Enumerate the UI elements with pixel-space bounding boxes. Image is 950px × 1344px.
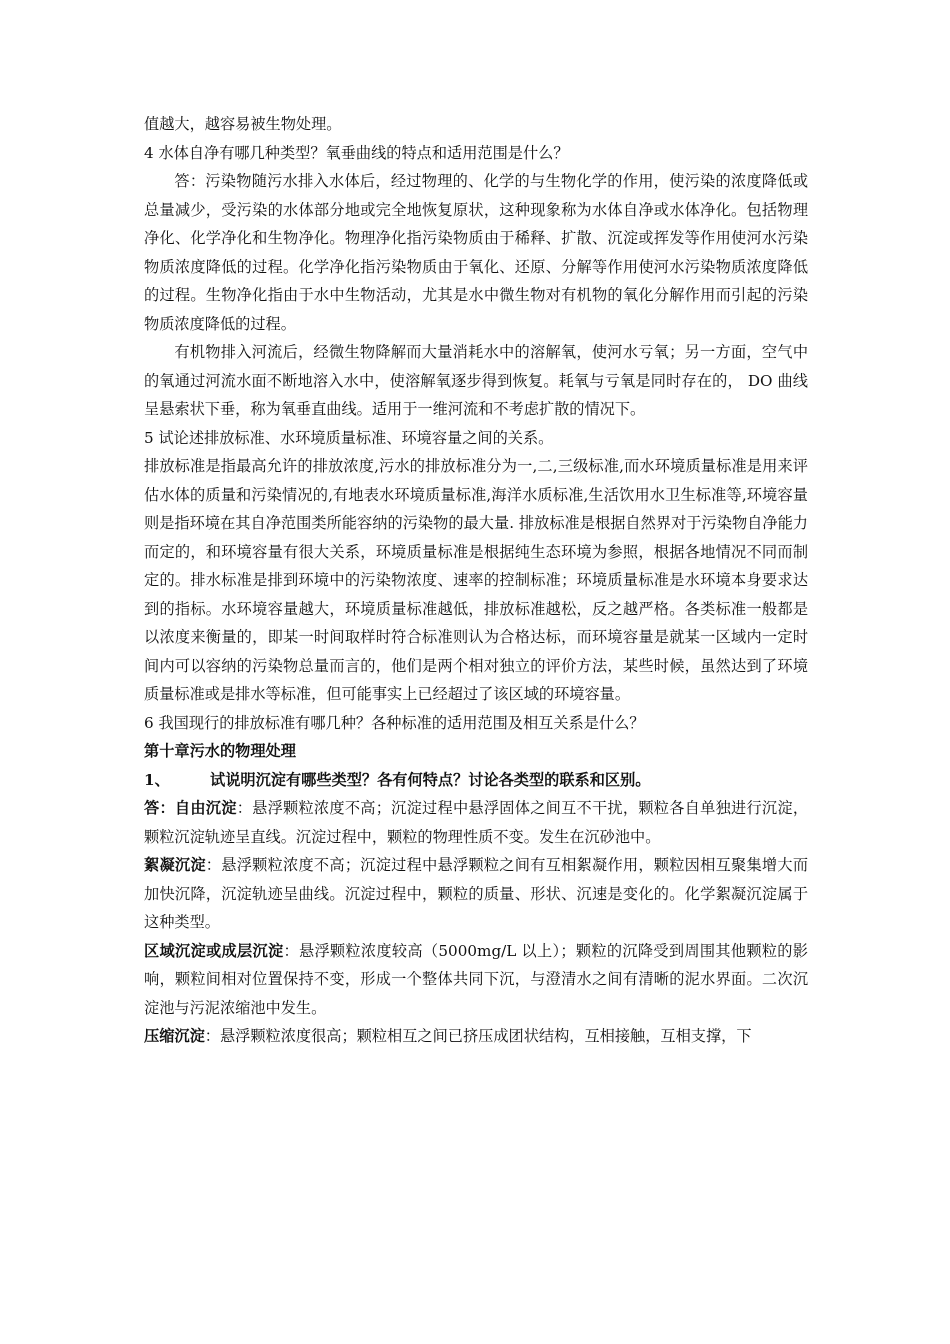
question-text: 试说明沉淀有哪些类型？各有何特点？讨论各类型的联系和区别。 bbox=[210, 770, 651, 789]
question-5: 5 试论述排放标准、水环境质量标准、环境容量之间的关系。 bbox=[144, 428, 554, 447]
answer-4-paragraph-2: 有机物排入河流后，经微生物降解而大量消耗水中的溶解氧，使河水亏氧；另一方面，空气中的氧通过河流水面不断地溶入水中，使溶解氧逐步得到恢复。耗氧与亏氧是同时存在的， DO 曲线呈悬索状下垂，称为氧垂直曲线。适用于一维河流和不考虑扩散的情况下。 bbox=[144, 343, 808, 418]
answer-zone-settling bbox=[144, 937, 808, 1023]
question-4: 4 水体自净有哪几种类型？氧垂曲线的特点和适用范围是什么？ bbox=[144, 143, 569, 162]
term-text: ：悬浮颗粒浓度不高；沉淀过程中悬浮固体之间互不干扰，颗粒各自单独进行沉淀， 颗粒沉淀轨迹呈直线。沉淀过程中，颗粒的物理性质不变。发生在沉砂池中。 bbox=[144, 799, 809, 846]
term-label: 压缩沉淀 bbox=[144, 1027, 205, 1045]
answer-free-settling bbox=[144, 794, 808, 851]
answer-4-paragraph-1: 答：污染物随污水排入水体后，经过物理的、化学的与生物化学的作用，使污染的浓度降低或总量减少，受污染的水体部分地或完全地恢复原状，这种现象称为水体自净或水体净化。包括物理净化、化学净化和生物净化。物理净化指污染物质由于稀释、扩散、沉淀或挥发等作用使河水污染物质浓度降低的过程。化学净化指污染物质由于氧化、还原、分解等作用使河水污染物质浓度降低的过程。生物净化指由于水中生物活动，尤其是水中微生物对有机物的氧化分解作用而引起的污染物质浓度降低的过程。 bbox=[144, 172, 808, 333]
term-label: 答：自由沉淀 bbox=[144, 799, 237, 817]
term-text: ：悬浮颗粒浓度不高；沉淀过程中悬浮颗粒之间有互相絮凝作用，颗粒因相互聚集增大而加快沉降，沉淀轨迹呈曲线。沉淀过程中，颗粒的质量、形状、沉速是变化的。化学絮凝沉淀属于这种类型。 bbox=[144, 856, 809, 931]
answer-5: 排放标准是指最高允许的排放浓度,污水的排放标准分为一,二,三级标准,而水环境质量标准是用来评估水体的质量和污染情况的,有地表水环境质量标准,海洋水质标准,生活饮用水卫生标准等,环境容量则是指环境在其自净范围类所能容纳的污染物的最大量. 排放标准是根据自然界对于污染物自净能力而定的，和环境容量有很大关系，环境质量标准是根据纯生态环境为参照，根据各地情况不同而制定的。排水标准是排到环境中的污染物浓度、速率的控制标准；环境质量标准是水环境本身要求达到的指标。水环境容量越大，环境质量标准越低，排放标准越松，反之越严格。各类标准一般都是以浓度来衡量的，即某一时间取样时符合标准则认为合格达标，而环境容量是就某一区域内一定时间内可以容纳的污染物总量而言的，他们是两个相对独立的评价方法，某些时候，虽然达到了环境质量标准或是排水等标准，但可能事实上已经超过了该区域的环境容量。 bbox=[144, 457, 808, 703]
question-6: 6 我国现行的排放标准有哪几种？各种标准的适用范围及相互关系是什么？ bbox=[144, 713, 645, 732]
question-number: 1、 bbox=[144, 770, 170, 789]
document-body bbox=[144, 110, 808, 1051]
answer-flocculent-settling bbox=[144, 851, 808, 937]
term-text: ：悬浮颗粒浓度很高；颗粒相互之间已挤压成团状结构，互相接触，互相支撑，下 bbox=[204, 1027, 752, 1045]
chapter-question-1 bbox=[144, 766, 808, 795]
text-line: 值越大，越容易被生物处理。 bbox=[144, 115, 342, 133]
answer-compression-settling bbox=[144, 1022, 808, 1051]
chapter-heading: 第十章污水的物理处理 bbox=[144, 742, 296, 760]
term-label: 絮凝沉淀 bbox=[144, 856, 206, 874]
term-label: 区域沉淀或成层沉淀 bbox=[144, 941, 284, 960]
term-text: ：悬浮颗粒浓度较高（5000mg/L 以上）；颗粒的沉降受到周围其他颗粒的影响，颗粒间相对位置保持不变，形成一个整体共同下沉，与澄清水之间有清晰的泥水界面。二次沉淀池与污泥浓缩池中发生。 bbox=[144, 941, 808, 1017]
